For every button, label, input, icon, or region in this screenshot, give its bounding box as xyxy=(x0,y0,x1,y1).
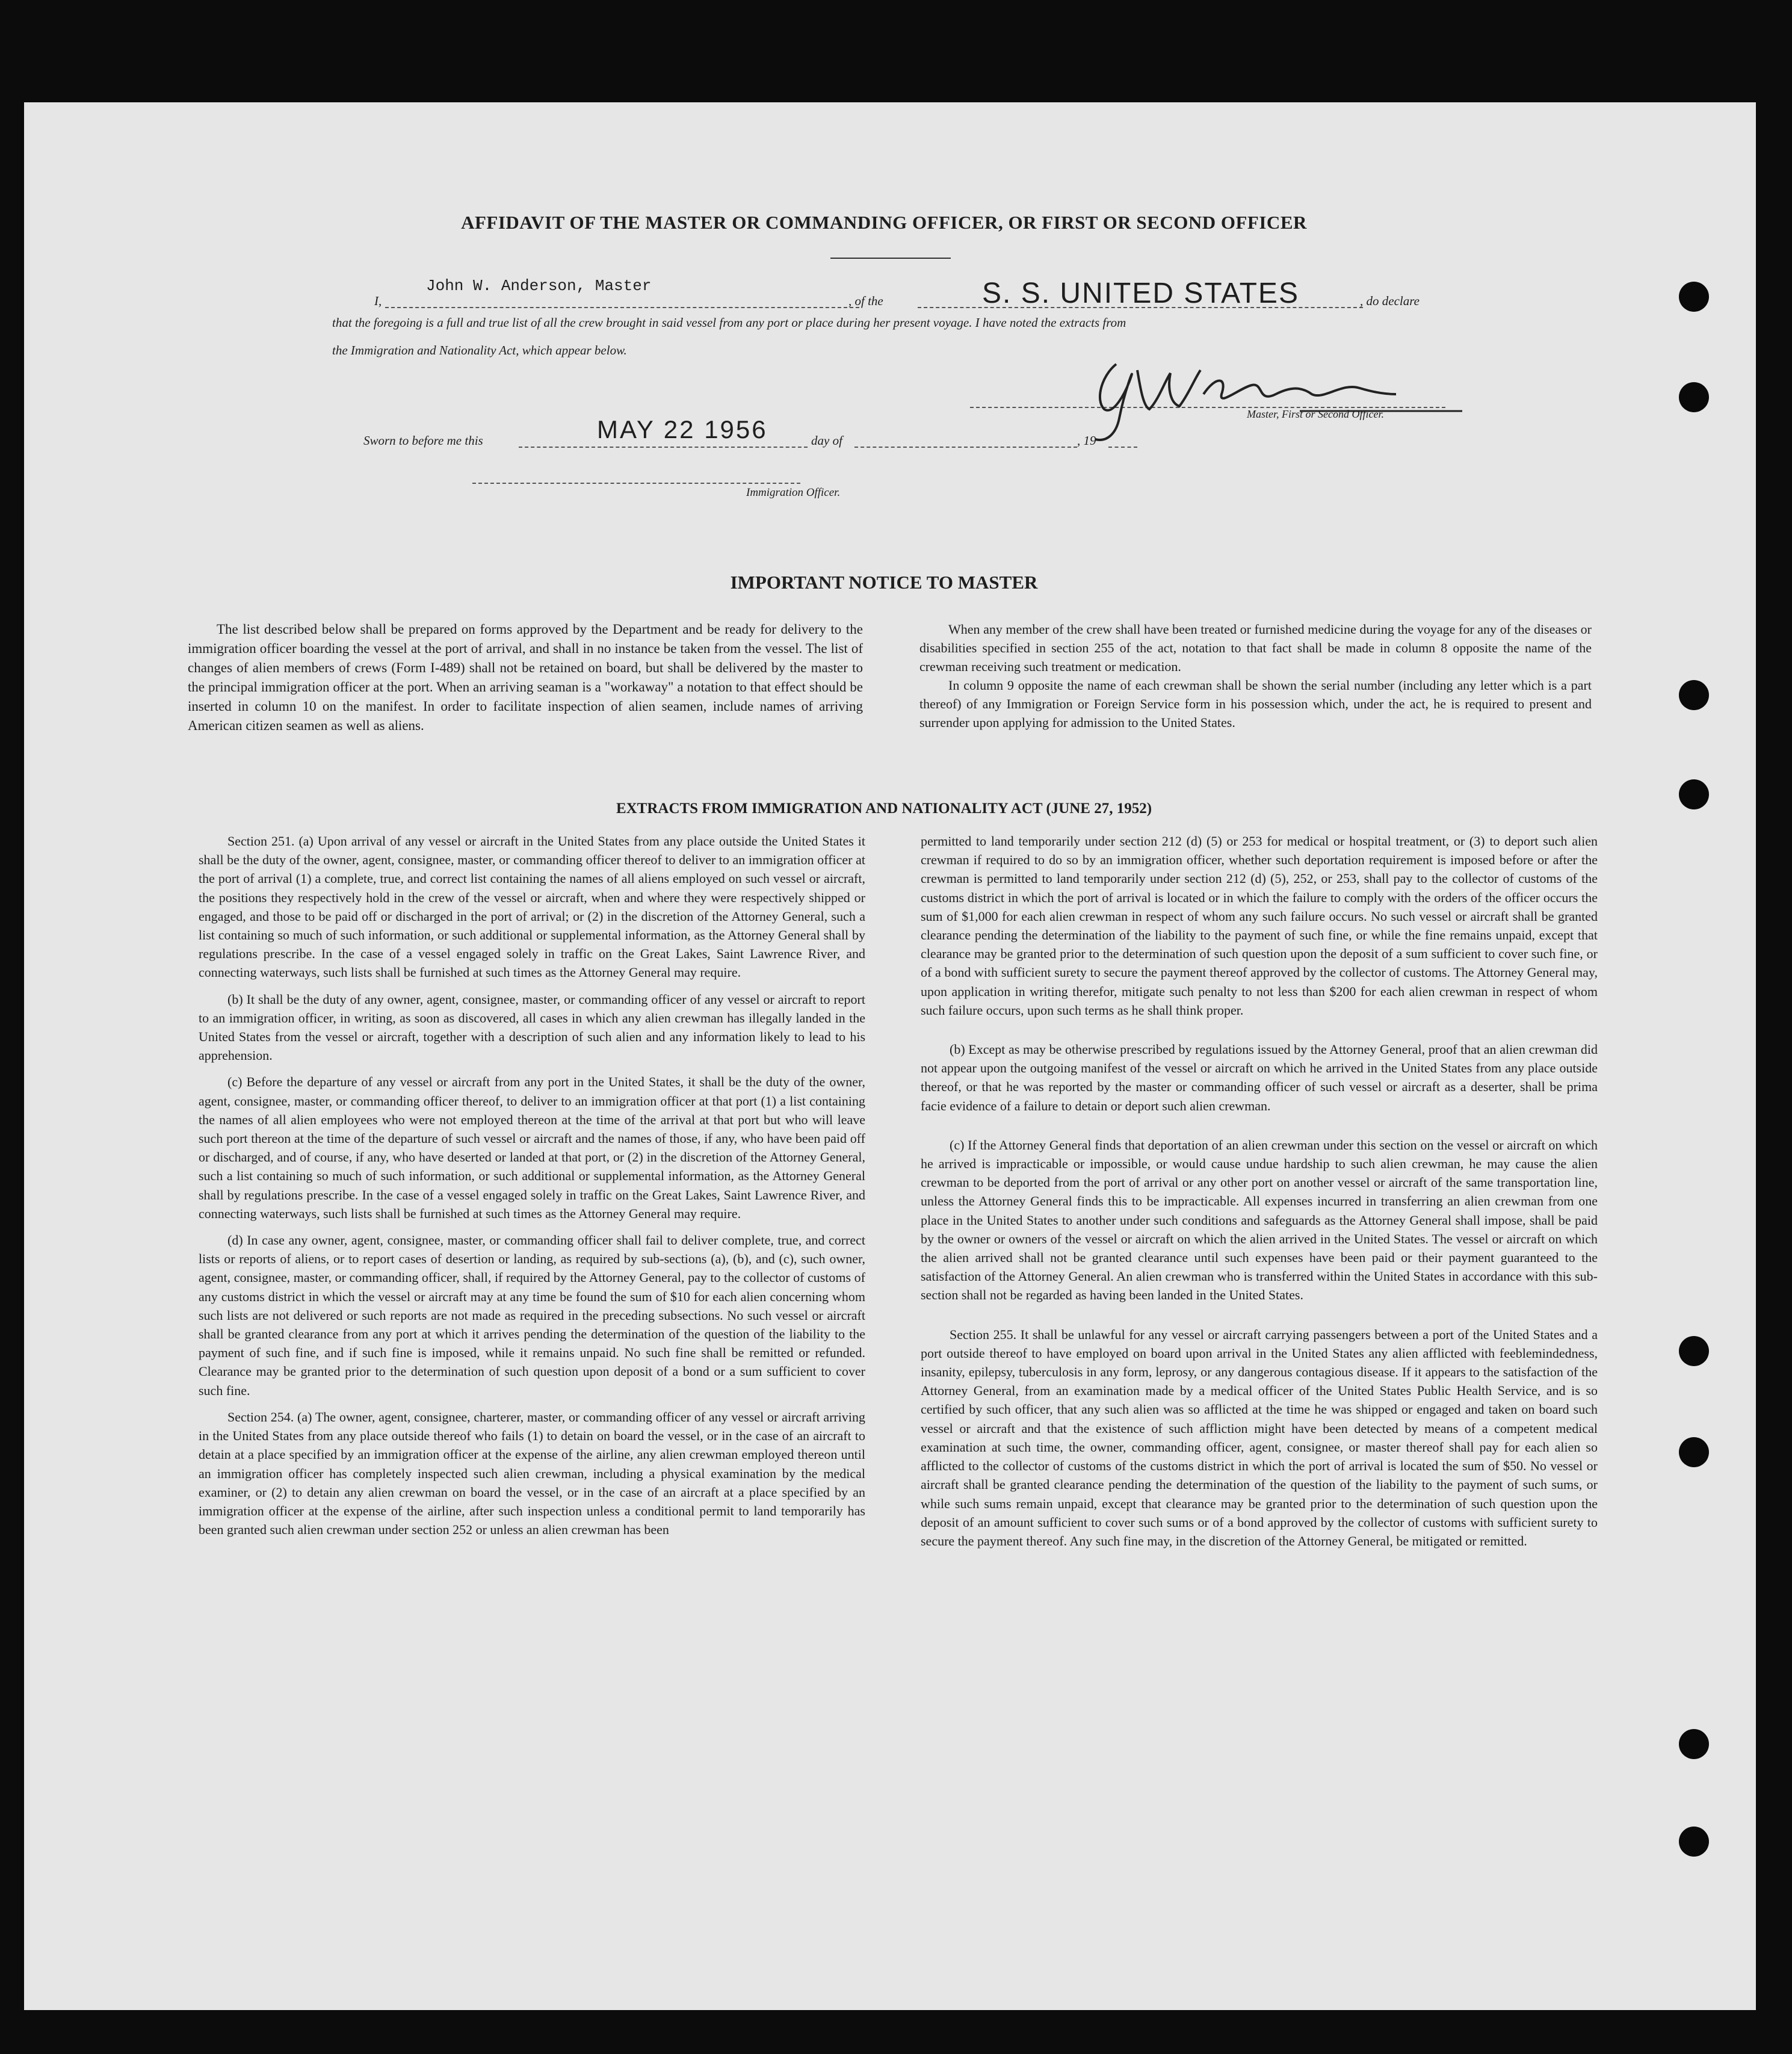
extract-paragraph: (c) Before the departure of any vessel or aircraft from any port in the United States, it shall be the duty of the owner, agent, consignee, master, or commanding officer thereof, to deliver to an immigration officer at that port (1) a list containing the names of all alien employees who were not employed thereon at the time of the arrival at that port but who will leave such port thereon at the time of the departure of such vessel or aircraft and the names of those, if any, who have been paid off or discharged, and of course, if any, who have deserted or landed at that port, or (2) in the discretion of the Attorney General, such a list containing so much of such information, or such additional or supplemental information, as the Attorney General shall by regulations prescribe. In the case of a vessel engaged solely in traffic on the Great Lakes, Saint Lawrence River, and connecting waterways, such lists shall be furnished at such times as the Attorney General may require. xyxy=(199,1074,865,1221)
sworn-date-line xyxy=(519,447,808,448)
extract-paragraph: Section 255. It shall be unlawful for any vessel or aircraft carrying passengers between a port of the United States and a port outside thereof to have employed on board upon arrival in the United States any alien afflicted with feeblemindedness, insanity, epilepsy, tuberculosis in any form, leprosy, or any dangerous contagious disease. If it appears to the satisfaction of the Attorney General, from an examination made by a medical officer of the United States Public Health Service, and is so certified by such officer, that any such alien was so afflicted at the time he was shipped or engaged and taken on board such vessel or aircraft and that the existence of such affliction might have been detected by means of a competent medical examination at such time, the owner, commanding officer, agent, consignee, or master thereof shall pay for each alien so afflicted to the collector of customs of the customs district in which the port of arrival is located the sum of $50. No vessel or aircraft shall be granted clearance pending the determination of the question of the liability to the payment of such sums, or while such sums remain unpaid, except that clearance may be granted prior to the determination of such question upon the deposit of an amount sufficient to cover such sums or of a bond approved by the collector of customs with sufficient surety to secure the payment thereof. Any such fine may, in the discretion of the Attorney General, be mitigated or remitted. xyxy=(921,1326,1598,1548)
i-label: I, xyxy=(374,294,382,308)
binder-hole xyxy=(1679,1336,1709,1366)
extract-paragraph: (b) Except as may be otherwise prescribed by regulations issued by the Attorney General, proof that an alien crewman did not appear upon the outgoing manifest of the vessel or aircraft on which he arrived in the United States from any place outside thereof, or that he was reported by the master or commanding officer of such vessel or aircraft as a deserter, shall be prima facie evidence of a failure to detain or deport such alien crewman. xyxy=(921,1042,1598,1113)
extract-paragraph: Section 251. (a) Upon arrival of any vessel or aircraft in the United States from any place outside the United States it shall be the duty of the owner, agent, consignee, master, or commanding officer thereof to deliver to an immigration officer at the port of arrival (1) a complete, true, and correct list containing the names of all aliens employed on such vessel or aircraft, the positions they respectively hold in the crew of the vessel or aircraft, when and where they were respectively shipped or engaged, and those to be paid off or discharged in the port of arrival; or (2) in the discretion of the Attorney General, such a list containing so much of such information, or such additional or supplemental information, as the Attorney General shall by regulations prescribe. In the case of a vessel engaged solely in traffic on the Great Lakes, Saint Lawrence River, and connecting waterways, such lists shall be furnished at such times as the Attorney General may require. xyxy=(199,834,865,980)
affidavit-title: AFFIDAVIT OF THE MASTER OR COMMANDING OFFICER, OR FIRST OR SECOND OFFICER xyxy=(461,212,1307,233)
month-line xyxy=(854,447,1077,448)
notice-right-column xyxy=(919,620,1592,732)
binder-hole xyxy=(1679,282,1709,312)
statement-line-2: the Immigration and Nationality Act, which appear below. xyxy=(332,343,627,357)
title-divider xyxy=(830,258,951,259)
declarant-name: John W. Anderson, Master xyxy=(426,277,652,295)
extract-paragraph: Section 254. (a) The owner, agent, consignee, charterer, master, or commanding officer of any vessel or aircraft arriving in the United States from any place outside thereof who fails (1) to detain on board the vessel, or in the case of an aircraft to detain at a place specified by an immigration officer at the expense of the airline, any alien crewman employed thereon until an immigration officer has completely inspected such alien crewman, including a physical examination by the medical examiner, or (2) to detain any alien crewman on board the vessel, or in the case of an aircraft at a place specified by an immigration officer at the expense of the airline, after such inspection unless a conditional permit to land temporarily has been granted such alien crewman under section 252 or unless an alien crewman has been xyxy=(199,1409,865,1538)
extract-paragraph: (b) It shall be the duty of any owner, agent, consignee, master, or commanding officer of any vessel or aircraft to report to an immigration officer, in writing, as soon as discovered, all cases in which any alien crewman has illegally landed in the United States from the vessel or aircraft, together with a description of such alien and any information likely to lead to his apprehension. xyxy=(199,991,865,1063)
officer-caption: Immigration Officer. xyxy=(746,486,841,499)
year-line xyxy=(1108,447,1137,448)
statement-line-1: that the foregoing is a full and true list of all the crew brought in said vessel from any port or place during her present voyage. I have noted the extracts from xyxy=(332,315,1126,330)
binder-hole xyxy=(1679,382,1709,412)
of-the-label: , of the xyxy=(848,294,883,308)
sworn-label: Sworn to before me this xyxy=(363,433,483,448)
extract-paragraph: permitted to land temporarily under section 212 (d) (5) or 253 for medical or hospital treatment, or (3) to deport such alien crewman if required to do so by an immigration officer, whether such deportation requirement is imposed before or after the crewman is permitted to land temporarily under section 212 (d) (5), 252, or 253, shall pay to the collector of customs of the customs district in which the port of arrival is located or in which the failure to comply with the orders of the officer occurs the sum of $1,000 for each alien crewman in respect of whom any such failure occurs. No such vessel or aircraft shall be granted clearance pending the determination of the liability to the payment of such fine, or while the fine remains unpaid, except that clearance may be granted prior to the determination of such question upon the deposit of a sum sufficient to cover such fine, or of a bond with sufficient surety to secure the payment thereof approved by the collector of customs. The Attorney General may, upon application in writing therefor, mitigate such penalty to not less than $200 for each alien crewman in respect of whom such failure occurs, upon such terms as he shall think proper. xyxy=(921,834,1598,1018)
declarant-line xyxy=(385,307,859,308)
notice-left-paragraph: The list described below shall be prepared on forms approved by the Department and be ready for delivery to the immigration officer boarding the vessel at the port of arrival, and shall in no instance be taken from the vessel. The list of changes of alien members of crews (Form I-489) shall not be retained on board, but shall be delivered by the master to the principal immigration officer at the port. When an arriving seaman is a "workaway" a notation to that effect should be inserted in column 10 on the manifest. In order to facilitate inspection of alien seamen, include names of arriving American citizen seamen as well as aliens. xyxy=(188,622,863,733)
binder-hole xyxy=(1679,1437,1709,1467)
extracts-title: EXTRACTS FROM IMMIGRATION AND NATIONALITY ACT (JUNE 27, 1952) xyxy=(616,800,1152,817)
vessel-name: S. S. UNITED STATES xyxy=(982,277,1299,309)
notice-right-paragraph-1: When any member of the crew shall have been treated or furnished medicine during the voyage for any of the diseases or disabilities specified in section 255 of the act, notation to that fact shall be made in column 8 opposite the name of the crewman receiving such treatment or medication. xyxy=(919,622,1592,674)
notice-title: IMPORTANT NOTICE TO MASTER xyxy=(730,572,1038,593)
extract-paragraph: (d) In case any owner, agent, consignee, master, or commanding officer shall fail to deliver complete, true, and correct lists or reports of aliens, or to report cases of desertion or landing, as required by sub-sections (a), (b), and (c), such owner, agent, consignee, master, or commanding officer, shall, if required by the Attorney General, pay to the collector of customs of any customs district in which the vessel or aircraft may at any time be found the sum of $10 for each alien concerning whom such lists are not delivered or such reports are not made as required in the preceding subsections. No such vessel or aircraft shall be granted clearance from any port at which it arrives pending the determination of the question of the liability to the payment of such fine, and if such fine is imposed, while it remains unpaid. No such fine shall be remitted or refunded. Clearance may be granted prior to the determination of such question upon deposit of a bond or a sum sufficient to cover such fine. xyxy=(199,1233,865,1398)
do-declare-label: , do declare xyxy=(1360,294,1420,308)
year-label: , 19 xyxy=(1077,433,1096,448)
binder-hole xyxy=(1679,1827,1709,1857)
extracts-right-column xyxy=(921,832,1598,1558)
date-stamp: MAY 22 1956 xyxy=(597,415,768,444)
extract-paragraph: (c) If the Attorney General finds that deportation of an alien crewman under this section on the vessel or aircraft on which he arrived is impracticable or impossible, or would cause undue hardship to such alien crewman, he may cause the alien crewman to be deported from the port of arrival or any other port on another vessel or aircraft of the same transportation line, unless the Attorney General finds this to be impracticable. All expenses incurred in transferring an alien crewman from one place in the United States to another under such conditions and safeguards as the Attorney General shall impose, shall be paid by the owner or owners of the vessel or aircraft on which the alien arrived in the United States. The vessel or aircraft on which the alien arrived shall not be granted clearance until such expenses have been paid or their payment guaranteed to the satisfaction of the Attorney General. An alien crewman who is transferred within the United States in accordance with this sub-section shall not be regarded as having been landed in the United States. xyxy=(921,1137,1598,1303)
officer-signature-line xyxy=(472,483,800,484)
binder-hole xyxy=(1679,1729,1709,1759)
master-signature xyxy=(1059,352,1468,448)
extracts-left-column xyxy=(199,832,865,1547)
notice-right-paragraph-2: In column 9 opposite the name of each crewman shall be shown the serial number (including any letter which is a part thereof) of any Immigration or Foreign Service form in his possession which, under the act, he is required to present and surrender upon applying for admission to the United States. xyxy=(919,678,1592,730)
day-of-label: day of xyxy=(811,433,842,448)
binder-hole xyxy=(1679,680,1709,710)
master-caption: Master, First or Second Officer. xyxy=(1247,408,1384,420)
notice-left-column xyxy=(188,620,863,735)
